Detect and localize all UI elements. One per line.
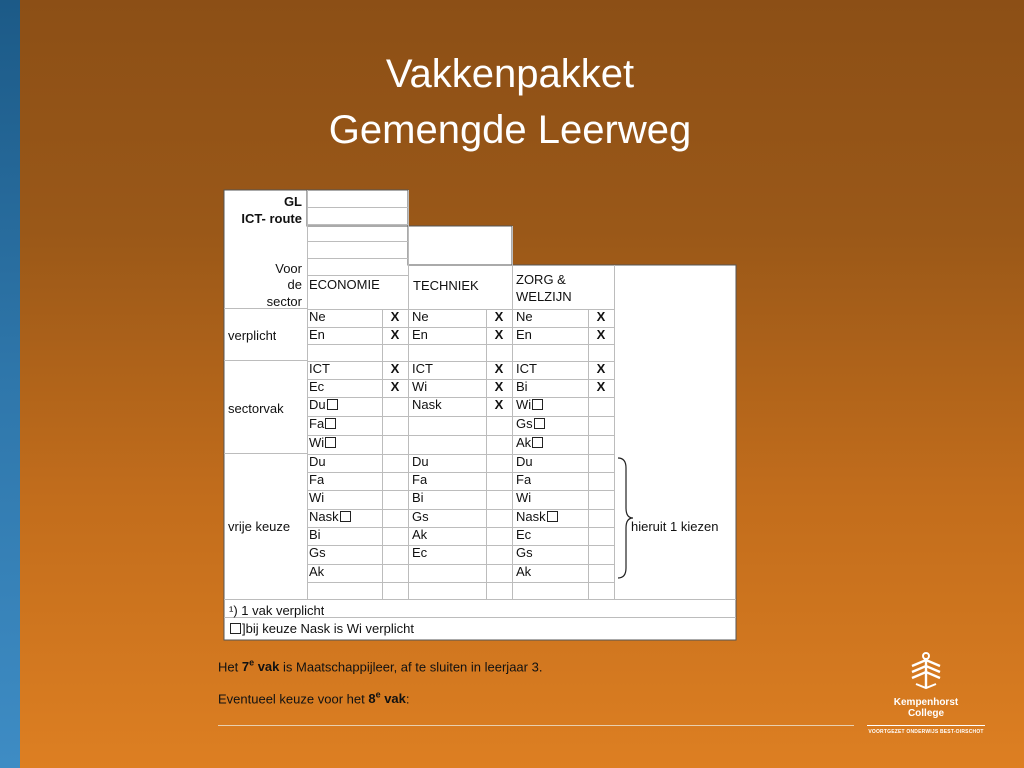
row-grid-line	[307, 344, 614, 345]
row-grid-line	[307, 309, 614, 310]
subject-techniek-verplicht: En	[412, 327, 428, 342]
grid-col-zorg-left	[512, 226, 513, 599]
header-gl: GL	[283, 194, 302, 209]
sector-zorg-line2: WELZIJN	[516, 289, 572, 304]
subject-zorg-sectorvak: ICT	[516, 361, 537, 376]
subject-economie-vrije: Wi	[309, 490, 325, 505]
row-grid-line	[307, 490, 614, 491]
grid-col-techniek-left	[408, 190, 409, 599]
group-label-verplicht: verplicht	[228, 328, 277, 343]
title-line-1: Vakkenpakket	[385, 52, 635, 96]
mark-x-economie: X	[390, 379, 400, 394]
subject-techniek-vrije: Gs	[412, 509, 429, 524]
subject-economie-sectorvak: Ec	[309, 379, 325, 394]
row-grid-line	[307, 564, 614, 565]
subject-techniek-verplicht: Ne	[412, 309, 429, 324]
subject-techniek-vrije: Ec	[412, 545, 428, 560]
subject-zorg-verplicht: En	[516, 327, 532, 342]
group-divider	[224, 453, 307, 454]
mark-x-techniek: X	[494, 361, 504, 376]
notes-top	[224, 599, 736, 600]
checkbox-icon	[340, 511, 351, 522]
subject-zorg-vrije: Ak	[516, 564, 532, 579]
row-grid-line	[307, 509, 614, 510]
checkbox-icon	[325, 437, 336, 448]
slide-title	[210, 46, 810, 158]
subject-economie-sectorvak: Du	[309, 396, 338, 413]
row-grid-line	[307, 379, 614, 380]
subject-techniek-sectorvak: Wi	[412, 379, 428, 394]
subject-zorg-sectorvak: Bi	[516, 379, 528, 394]
sector-zorg-line1: ZORG &	[516, 272, 566, 287]
bottom-divider	[218, 725, 854, 726]
row-grid-line	[307, 545, 614, 546]
row-grid-line	[307, 435, 614, 436]
subject-economie-sectorvak: Fa	[309, 415, 336, 432]
mark-x-techniek: X	[494, 397, 504, 412]
subject-techniek-sectorvak: Nask	[412, 397, 442, 412]
subject-techniek-vrije: Ak	[412, 527, 428, 542]
subject-zorg-vrije: Ec	[516, 527, 532, 542]
mark-x-zorg: X	[596, 309, 606, 324]
subject-economie-vrije: Fa	[309, 472, 325, 487]
row-grid-line	[307, 582, 614, 583]
row-grid-line	[307, 327, 614, 328]
subject-techniek-vrije: Bi	[412, 490, 424, 505]
logo-name-1: Kempenhorst	[893, 697, 959, 708]
subject-zorg-vrije: Nask	[516, 508, 558, 525]
grid-col-economie-left	[307, 190, 308, 599]
mark-x-zorg: X	[596, 361, 606, 376]
checkbox-icon	[547, 511, 558, 522]
logo-name-2: College	[907, 708, 945, 719]
subject-techniek-vrije: Du	[412, 454, 429, 469]
logo-rule	[867, 725, 985, 726]
bracket-note: hieruit 1 kiezen	[631, 519, 719, 534]
mark-x-zorg: X	[596, 327, 606, 342]
subject-economie-verplicht: En	[309, 327, 325, 342]
subject-zorg-sectorvak: Wi	[516, 396, 543, 413]
subject-zorg-vrije: Du	[516, 454, 533, 469]
row-grid-line	[307, 472, 614, 473]
subject-economie-verplicht: Ne	[309, 309, 326, 324]
row-grid-line	[307, 361, 614, 362]
row-grid-line	[307, 454, 614, 455]
subject-economie-sectorvak: ICT	[309, 361, 330, 376]
subject-economie-vrije: Bi	[309, 527, 321, 542]
header-ict-route: ICT- route	[241, 211, 302, 226]
group-label-sectorvak: sectorvak	[228, 401, 284, 416]
subject-zorg-vrije: Wi	[516, 490, 532, 505]
title-line-2: Gemengde Leerweg	[328, 108, 692, 152]
subject-zorg-vrije: Fa	[516, 472, 532, 487]
sector-techniek: TECHNIEK	[413, 278, 479, 293]
subject-economie-vrije: Du	[309, 454, 326, 469]
group-divider	[224, 360, 307, 361]
left-accent-stripe	[0, 0, 20, 768]
checkbox-icon	[325, 418, 336, 429]
mark-x-techniek: X	[494, 327, 504, 342]
header-de: de	[287, 277, 302, 292]
mark-x-zorg: X	[596, 379, 606, 394]
subject-economie-vrije: Gs	[309, 545, 326, 560]
sector-economie: ECONOMIE	[309, 277, 380, 292]
checkbox-icon	[327, 399, 338, 410]
school-logo	[866, 650, 986, 740]
checkbox-icon	[534, 418, 545, 429]
mark-x-economie: X	[390, 327, 400, 342]
mark-x-techniek: X	[494, 309, 504, 324]
header-grid-line	[307, 224, 408, 225]
row-grid-line	[307, 527, 614, 528]
subject-zorg-sectorvak: Ak	[516, 434, 543, 451]
note-1: ¹) 1 vak verplicht	[229, 603, 325, 618]
footer-line-2: Eventueel keuze voor het 8e vak:	[218, 690, 410, 707]
checkbox-icon	[532, 399, 543, 410]
subject-economie-sectorvak: Wi	[309, 434, 336, 451]
mark-x-economie: X	[390, 361, 400, 376]
header-grid-line	[307, 258, 408, 259]
subject-zorg-verplicht: Ne	[516, 309, 533, 324]
logo-tagline: VOORTGEZET ONDERWIJS BEST-OIRSCHOT	[868, 729, 984, 735]
group-label-vrije-keuze: vrije keuze	[228, 519, 291, 534]
subject-economie-vrije: Ak	[309, 564, 325, 579]
row-grid-line	[307, 416, 614, 417]
header-grid-line	[307, 241, 408, 242]
mark-x-economie: X	[390, 309, 400, 324]
subject-economie-vrije: Nask	[309, 508, 351, 525]
footer-line-1: Het 7e vak is Maatschappijleer, af te sluiten in leerjaar 3.	[218, 658, 543, 675]
subject-techniek-vrije: Fa	[412, 472, 428, 487]
checkbox-icon	[230, 623, 241, 634]
subject-zorg-vrije: Gs	[516, 545, 533, 560]
note-2: ]bij keuze Nask is Wi verplicht	[229, 620, 414, 637]
logo-emblem-icon	[906, 650, 946, 690]
mark-x-techniek: X	[494, 379, 504, 394]
row-grid-line	[307, 397, 614, 398]
header-voor: Voor	[275, 261, 302, 276]
subject-zorg-sectorvak: Gs	[516, 415, 545, 432]
header-grid-line	[307, 207, 408, 208]
subject-techniek-sectorvak: ICT	[412, 361, 433, 376]
checkbox-icon	[532, 437, 543, 448]
header-sector: sector	[266, 294, 302, 309]
